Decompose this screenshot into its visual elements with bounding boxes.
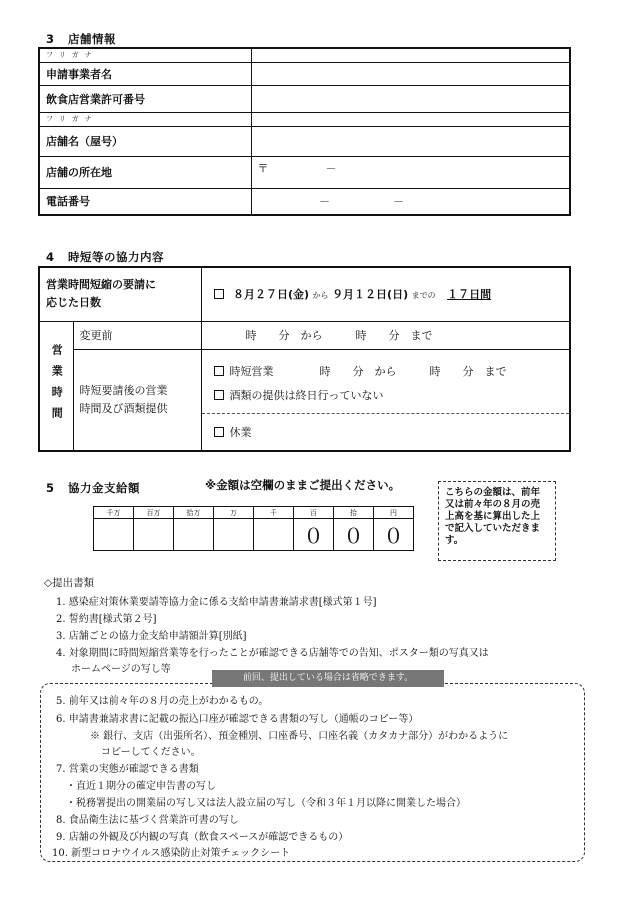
section4-title: 時短等の協力内容 — [68, 250, 164, 264]
section5-heading: 5 協力金支給額 — [46, 481, 140, 495]
closed-label: 休業 — [229, 425, 252, 439]
applicant-name-field[interactable] — [251, 62, 570, 85]
period-days: １７日間 — [447, 288, 492, 302]
address-label: 店舗の所在地 — [39, 156, 251, 188]
before-label-cell: 変更前 — [73, 321, 201, 349]
amount-unit-3: 万 — [214, 507, 254, 519]
documents-heading: ◇提出書類 — [44, 577, 95, 589]
doc-item-10: 10. 新型コロナウイルス感染防止対策チェックシート — [52, 848, 291, 859]
doc-item-7b: ・税務署提出の開業届の写し又は法人設立届の写し（令和３年１月以降に開業した場合） — [66, 798, 466, 809]
after-label-line1: 時短要請後の営業 — [79, 383, 168, 397]
store-furigana-field[interactable] — [251, 112, 570, 126]
cooperation-table — [38, 266, 571, 452]
doc-item-9: 9. 店舗の外観及び内観の写真（飲食スペースが確認できるもの） — [56, 832, 349, 843]
postal-dash: － — [325, 161, 337, 175]
store-name-field[interactable] — [251, 126, 570, 156]
address-field[interactable] — [251, 156, 570, 188]
phone-dash-1: － — [319, 195, 330, 209]
doc-item-3: 3. 店舗ごとの協力金支給申請額計算[別紙] — [56, 631, 247, 642]
permit-number-field[interactable] — [251, 85, 570, 112]
store-info-table — [38, 47, 571, 216]
section3-heading: 3 店舗情報 — [46, 32, 116, 46]
no-alcohol-checkbox[interactable] — [214, 390, 224, 400]
period-checkbox[interactable] — [214, 289, 224, 299]
option-short-hours[interactable] — [214, 360, 558, 384]
doc-item-5: 5. 前年又は前々年の８月の売上がわかるもの。 — [56, 696, 269, 707]
days-label-line2: 応じた日数 — [46, 296, 101, 310]
amount-digit-2[interactable] — [174, 519, 214, 551]
doc-item-7: 7. 営業の実態が確認できる書類 — [56, 764, 199, 775]
doc-item-4-cont: ホームページの写し等 — [71, 664, 171, 675]
section4-heading: 4 時短等の協力内容 — [46, 250, 164, 264]
doc-item-6-note: ※ 銀行、支店（出張所名）、預金種別、口座番号、口座名義（カタカナ部分）がわかるように — [90, 731, 509, 742]
no-alcohol-label: 酒類の提供は終日行っていない — [229, 388, 384, 402]
doc-item-8: 8. 食品衛生法に基づく営業許可書の写し — [56, 815, 239, 826]
period-start: ８月２７日(金) — [233, 288, 310, 302]
doc-item-7a: ・直近１期分の確定申告書の写し — [66, 781, 216, 792]
after-label-line2: 時間及び酒類提供 — [79, 401, 168, 415]
option-closed[interactable] — [202, 414, 570, 450]
before-value-cell[interactable]: 時 分 から 時 分 まで — [201, 321, 570, 349]
doc-item-2: 2. 誓約書[様式第２号] — [56, 614, 157, 625]
amount-digit-1[interactable] — [134, 519, 174, 551]
eigyo-jikan-cell — [39, 321, 73, 451]
period-cell — [201, 267, 570, 321]
short-hours-checkbox[interactable] — [214, 366, 224, 376]
period-end: ９月１２日(日) — [332, 288, 409, 302]
short-hours-label: 時短営業 — [229, 364, 274, 378]
applicant-name-label: 申請事業者名 — [39, 62, 251, 85]
amount-digit-4[interactable] — [254, 519, 294, 551]
amount-unit-7: 円 — [374, 507, 414, 519]
amount-unit-1: 百万 — [134, 507, 174, 519]
after-options-cell — [201, 349, 570, 451]
amount-digit-5[interactable]: ０ — [294, 519, 334, 551]
amount-unit-0: 千万 — [94, 507, 134, 519]
closed-checkbox[interactable] — [214, 427, 224, 437]
phone-field[interactable] — [251, 188, 570, 215]
postal-mark: 〒 — [257, 161, 269, 175]
doc-item-1: 1. 感染症対策休業要請等協力金に係る支給申請書兼請求書[様式第１号] — [56, 597, 377, 608]
permit-number-label: 飲食店営業許可番号 — [39, 85, 251, 112]
after-label-cell — [73, 349, 201, 451]
amount-unit-5: 百 — [294, 507, 334, 519]
amount-unit-6: 拾 — [334, 507, 374, 519]
phone-dash-2: － — [393, 195, 404, 209]
amount-instruction: ※金額は空欄のままご提出ください。 — [205, 478, 401, 492]
section3-title: 店舗情報 — [68, 32, 116, 46]
amount-unit-4: 千 — [254, 507, 294, 519]
amount-digit-3[interactable] — [214, 519, 254, 551]
days-label-line1: 営業時間短縮の要請に — [46, 278, 156, 292]
amount-note: こちらの金額は、前年又は前々年の８月の売上高を基に算出した上で記入していただきます。 — [438, 481, 556, 561]
omit-banner: 前回、提出している場合は省略できます。 — [212, 670, 444, 687]
amount-digit-7[interactable]: ０ — [374, 519, 414, 551]
store-name-label: 店舗名（屋号） — [39, 126, 251, 156]
period-kara: から — [312, 291, 329, 301]
amount-digit-6[interactable]: ０ — [334, 519, 374, 551]
short-hours-value: 時 分 から 時 分 まで — [319, 364, 507, 378]
furigana-label-2: フリガナ — [39, 112, 251, 126]
days-label-cell — [39, 267, 201, 321]
amount-unit-2: 拾万 — [174, 507, 214, 519]
option-no-alcohol[interactable] — [214, 384, 558, 408]
eigyo-jikan-label: 営業時間 — [50, 343, 64, 428]
section5-title: 協力金支給額 — [68, 481, 140, 495]
amount-table — [93, 506, 414, 551]
phone-label: 電話番号 — [39, 188, 251, 215]
furigana-label-1: フリガナ — [39, 48, 251, 62]
doc-item-4: 4. 対象期間に時間短縮営業等を行ったことが確認できる店舗等での告知、ポスター類の写真又は — [56, 648, 489, 659]
period-made-no: までの — [411, 291, 436, 301]
amount-digit-0[interactable] — [94, 519, 134, 551]
doc-item-6-note-cont: コピーしてください。 — [101, 747, 201, 758]
applicant-furigana-field[interactable] — [251, 48, 570, 62]
doc-item-6: 6. 申請書兼請求書に記載の振込口座が確認できる書類の写し（通帳のコピー等） — [56, 714, 419, 725]
